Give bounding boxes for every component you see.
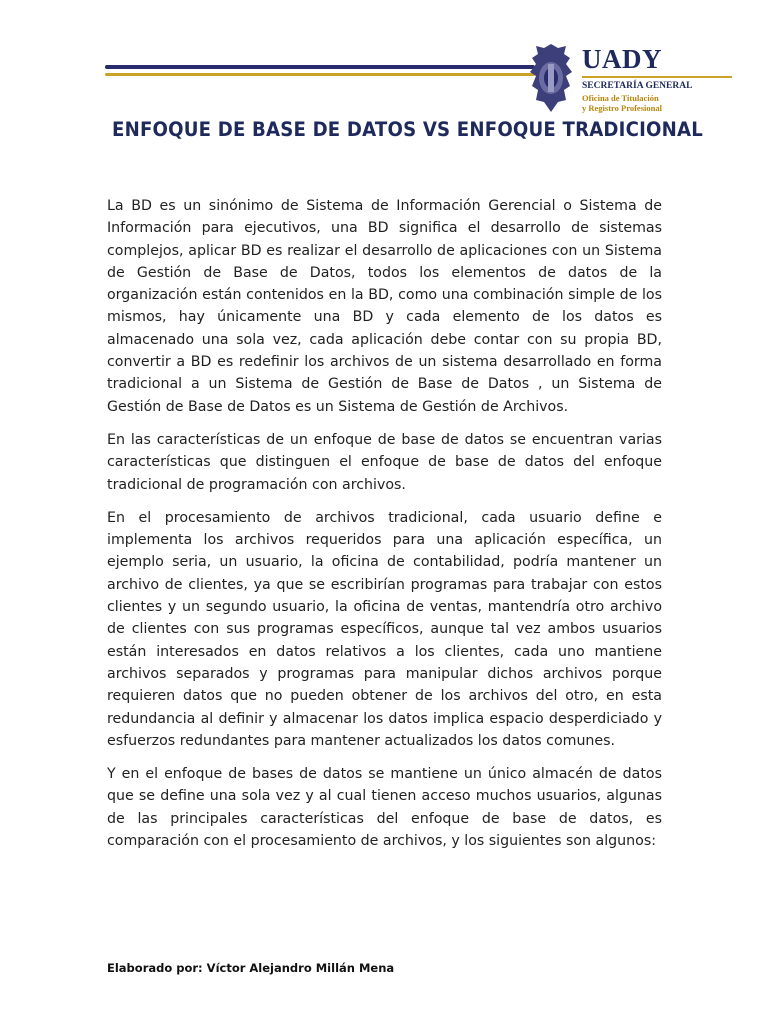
document-body	[107, 195, 662, 863]
paragraph-4: Y en el enfoque de bases de datos se mantiene un único almacén de datos que se define una sola vez y al cual tienen acceso muchos usuarios, algunas de las principales características del enfoque de base de datos, es comparación con el procesamiento de archivos, y los siguientes son algunos:	[107, 766, 662, 850]
author-credit: Elaborado por: Víctor Alejandro Millán Mena	[107, 961, 395, 975]
brand-name: UADY	[582, 44, 662, 74]
header-rule	[105, 65, 535, 81]
paragraph-2: En las características de un enfoque de base de datos se encuentran varias características que distinguen el enfoque de base de datos del enfoque tradicional de programación con archivos.	[107, 431, 662, 493]
brand-subtitle: SECRETARÍA GENERAL	[582, 81, 693, 91]
brand-office-line-2: y Registro Profesional	[582, 103, 662, 114]
header-rule-gold	[105, 73, 535, 76]
brand-divider	[582, 76, 732, 78]
paragraph-3: En el procesamiento de archivos tradicional, cada usuario define e implementa los archivos requeridos para una aplicación específica, un ejemplo seria, un usuario, la oficina de contabilidad, podría mantener un archivo de clientes, ya que se escribirían programas para trabajar con estos clientes y un segundo usuario, la oficina de ventas, mantendría otro archivo de clientes con sus programas específicos, aunque tal vez ambos usuarios están interesados en datos relativos a los clientes, cada uno mantiene archivos separados y programas para manipular dichos archivos porque requieren datos que no pueden obtener de los archivos del otro, en esta redundancia al definir y almacenar los datos implica espacio desperdiciado y esfuerzos redundantes para mantener actualizados los datos comunes.	[107, 509, 662, 749]
brand-block	[582, 46, 732, 114]
brand-office-line-1: Oficina de Titulación	[582, 93, 659, 104]
paragraph-1: La BD es un sinónimo de Sistema de Información Gerencial o Sistema de Información para ejecutivos, una BD significa el desarrollo de sistemas complejos, aplicar BD es realizar el desarrollo de aplicaciones con un Sistema de Gestión de Base de Datos, todos los elementos de datos de la organización están contenidos en la BD, como una combinación simple de los mismos, hay únicamente una BD y cada elemento de los datos es almacenado una sola vez, cada aplicación debe contar con su propia BD, convertir a BD es redefinir los archivos de un sistema desarrollado en forma tradicional a un Sistema de Gestión de Base de Datos , un Sistema de Gestión de Base de Datos es un Sistema de Gestión de Archivos.	[107, 198, 662, 415]
document-title: ENFOQUE DE BASE DE DATOS VS ENFOQUE TRADICIONAL	[112, 118, 703, 141]
university-crest-icon	[528, 42, 574, 114]
header-rule-navy	[105, 65, 535, 69]
